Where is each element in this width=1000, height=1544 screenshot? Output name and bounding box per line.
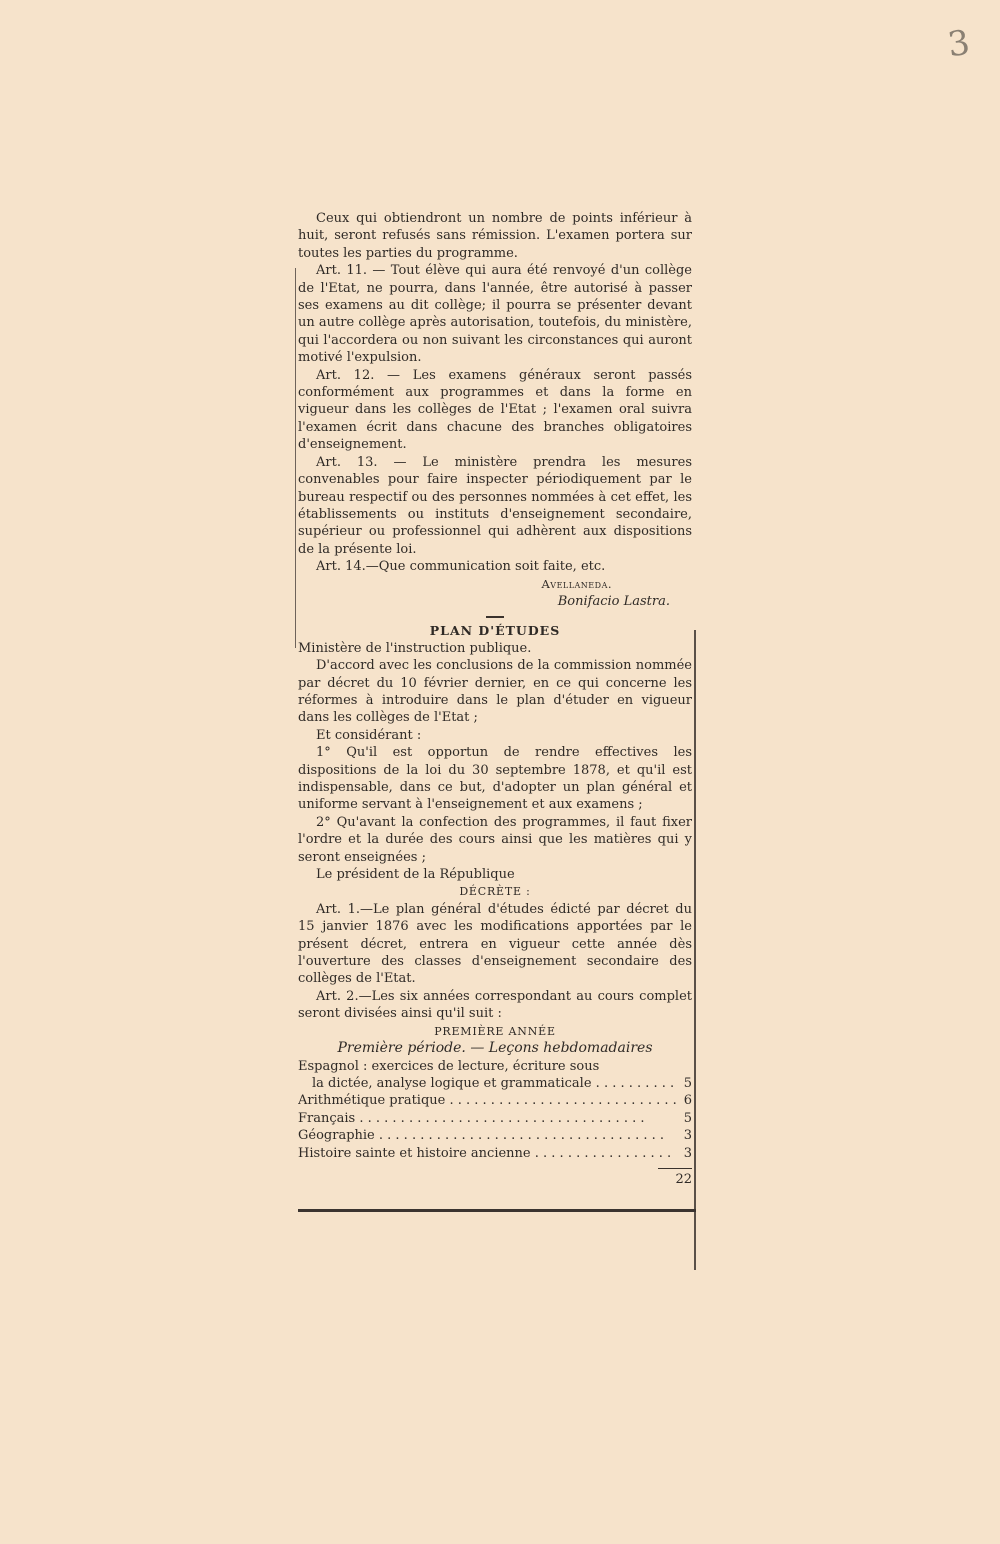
consideration-2: 2° Qu'avant la confection des programmes, il faut fixer l'ordre et la durée des cours ainsi que les matières qui y seront enseignées ; — [298, 814, 692, 865]
lesson-subject: Espagnol : exercices de lecture, écriture sous — [298, 1058, 600, 1074]
total-hours: 22 — [675, 1171, 692, 1187]
lesson-subject: la dictée, analyse logique et grammaticale . . . — [312, 1075, 676, 1092]
decree-article-2: Art. 2.—Les six années correspondant au cours complet seront divisées ainsi qu'il suit : — [298, 988, 692, 1022]
decree-article-1: Art. 1.—Le plan général d'études édicté par décret du 15 janvier 1876 avec les modifications apportées par le présent décret, entrera en vigueur cette année dès l'ouverture des classes d'enseignement secondaire des collèges de l'Etat. — [298, 901, 692, 987]
lesson-subject: Arithmétique pratique . . . — [298, 1092, 676, 1109]
decrete-heading: DÉCRÈTE : — [459, 885, 531, 899]
lesson-row — [298, 1127, 692, 1144]
lesson-row — [298, 1075, 692, 1092]
article-12: Art. 12. — Les examens généraux seront passés conformément aux programmes et dans la forme en vigueur dans les collèges de l'Etat ; l'examen oral suivra l'examen écrit dans chacune des branches obligatoires d'enseignement. — [298, 367, 692, 453]
lesson-row — [298, 1110, 692, 1127]
total-rule — [658, 1168, 692, 1169]
lesson-subject: Géographie . . . — [298, 1127, 676, 1144]
lesson-subject: Histoire sainte et histoire ancienne . . . — [298, 1145, 676, 1162]
signature-avellaneda: Avellaneda. — [541, 576, 612, 591]
considering-line: Et considérant : — [316, 727, 422, 743]
paragraph-points-refusal: Ceux qui obtiendront un nombre de points inférieur à huit, seront refusés sans rémission. L'examen portera sur toutes les parties du programme. — [298, 211, 692, 261]
ministry-line: Ministère de l'instruction publique. — [298, 640, 532, 656]
section-divider — [486, 616, 504, 618]
newspaper-clipping — [298, 210, 692, 1188]
lesson-hours: 3 — [683, 1128, 692, 1144]
article-14: Art. 14.—Que communication soit faite, etc. — [316, 559, 606, 575]
lesson-subject: Français . . . — [298, 1110, 676, 1127]
lesson-row — [298, 1145, 692, 1162]
article-11: Art. 11. — Tout élève qui aura été renvoyé d'un collège de l'Etat, ne pourra, dans l'année, être autorisé à passer ses examens au dit collège; il pourra se présenter devant un autre collège après autorisation, toutefois, du ministère, qui l'accordera ou non suivant les circonstances qui auront motivé l'expulsion. — [298, 263, 692, 366]
clipping-left-edge — [295, 268, 296, 648]
lesson-hours: 5 — [683, 1075, 692, 1091]
lesson-hours: 6 — [683, 1093, 692, 1109]
president-line: Le président de la République — [316, 867, 515, 883]
lesson-hours: 3 — [683, 1145, 692, 1161]
article-13: Art. 13. — Le ministère prendra les mesures convenables pour faire inspecter périodiquement par le bureau respectif ou des personnes nommées à cet effet, les établissements ou instituts d'enseignement secondaire, supérieur ou professionnel qui adhèrent aux dispositions de la présente loi. — [298, 454, 692, 557]
clipping-bottom-rule — [298, 1209, 696, 1212]
archive-page-number: 3 — [945, 22, 973, 66]
lesson-row — [298, 1058, 692, 1075]
year-heading: PREMIÈRE ANNÉE — [434, 1024, 556, 1038]
plan-preamble: D'accord avec les conclusions de la commission nommée par décret du 10 février dernier, en ce qui concerne les réformes à introduire dans le plan d'étuder en vigueur dans les collèges de l'Etat ; — [298, 658, 692, 726]
plan-heading: PLAN D'ÉTUDES — [429, 623, 561, 639]
consideration-1: 1° Qu'il est opportun de rendre effectives les dispositions de la loi du 30 septembre 1878, et qu'il est indispensable, dans ce but, d'adopter un plan général et uniforme servant à l'enseignement et aux examens ; — [298, 745, 692, 813]
lessons-table — [298, 1058, 692, 1189]
clipping-right-edge — [694, 630, 696, 1270]
period-heading: Première période. — Leçons hebdomadaires — [337, 1040, 653, 1057]
signature-lastra: Bonifacio Lastra. — [557, 593, 670, 609]
lesson-hours: 5 — [683, 1110, 692, 1126]
lesson-row — [298, 1092, 692, 1109]
